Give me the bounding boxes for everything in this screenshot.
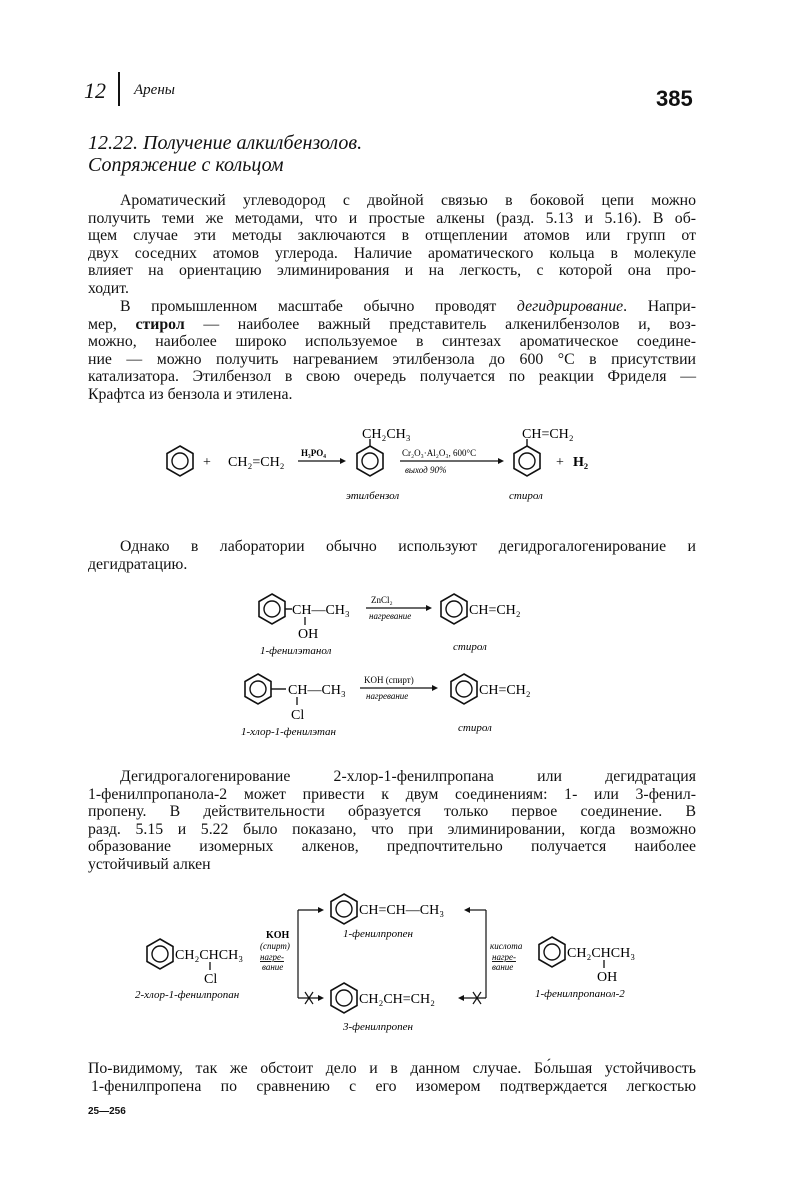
label-2-chloro-1-phenylpropane: 2-хлор-1-фенилпропан bbox=[135, 989, 240, 1001]
condition-heating-part-2: вание bbox=[492, 962, 514, 972]
chloropropyl-chain: CH₂CHCH₃ bbox=[175, 948, 244, 963]
hydroxypropyl-chain: CH₂CHCH₃ bbox=[567, 946, 636, 961]
scheme-phenylpropene-elimination bbox=[0, 880, 795, 1040]
reaction-arrow-icon bbox=[298, 458, 346, 464]
text-line bbox=[88, 298, 696, 316]
label-ethylbenzene: этилбензол bbox=[346, 490, 400, 502]
plus-sign: + bbox=[203, 455, 211, 470]
plus-sign: + bbox=[556, 455, 564, 470]
text-line: щем случае эти методы заключаются в отщеплении атомов или групп от bbox=[88, 227, 696, 245]
header-divider bbox=[118, 72, 120, 106]
ethylene-formula: CH₂=CH₂ bbox=[228, 455, 285, 470]
label-3-phenylpropene: 3-фенилпропен bbox=[343, 1021, 413, 1033]
benzene-ring-icon bbox=[259, 594, 292, 624]
benzene-ring-icon bbox=[331, 894, 357, 924]
text-line: 1-фенилпропанола-2 может привести к двум соединениям: 1- или 3-фенил- bbox=[88, 785, 696, 803]
text-line: образование изомерных алкенов, предпочтительно получается наиболее bbox=[88, 838, 696, 856]
text-line: получить теми же методами, что и простые алкены (разд. 5.13 и 5.16). В об- bbox=[88, 209, 696, 227]
text-line: Крафтса из бензола и этилена. bbox=[88, 385, 293, 403]
label-styrene: стирол bbox=[509, 490, 543, 502]
condition-heating-part-1: нагре- bbox=[260, 952, 284, 962]
hydrogen-formula: H₂ bbox=[573, 455, 589, 470]
paragraph-4 bbox=[88, 768, 696, 874]
term-dehydrogenation: дегидрирование bbox=[516, 298, 624, 315]
benzene-ring-icon bbox=[147, 939, 173, 969]
benzene-ring-icon bbox=[451, 674, 477, 704]
text-line: можно, наиболее широко используемое в синтезах ароматическое соедине- bbox=[88, 333, 696, 351]
reagent-koh-alcohol: KOH (спирт) bbox=[364, 675, 414, 685]
text-line: дегидратацию. bbox=[88, 555, 188, 573]
label-1-phenylpropanol-2: 1-фенилпропанол-2 bbox=[535, 988, 625, 1000]
text-run: мер, bbox=[88, 315, 136, 333]
chloroethyl-chain: CH—CH₃ bbox=[288, 683, 346, 698]
section-heading-line-1: 12.22. Получение алкилбензолов. bbox=[88, 132, 363, 154]
text-line: разд. 5.15 и 5.22 было показано, что при элиминировании, когда возможно bbox=[88, 820, 696, 838]
yield-label: выход 90% bbox=[405, 465, 447, 475]
vinyl-group-formula: CH=CH₂ bbox=[522, 427, 574, 442]
reagent-acid: кислота bbox=[490, 941, 523, 951]
condition-heating: нагревание bbox=[369, 611, 412, 621]
text-line: По-видимому, так же обстоит дело и в данном случае. Бо́льшая устойчивость bbox=[88, 1060, 696, 1077]
text-run: — наиболее важный представитель алкенилбензолов и, воз- bbox=[184, 315, 696, 333]
chapter-number: 12 bbox=[84, 78, 106, 103]
styrene-chain: CH=CH₂ bbox=[469, 603, 521, 618]
hydroxyl-group: OH bbox=[597, 970, 618, 985]
chloro-group: Cl bbox=[204, 972, 218, 987]
term-styrene: стирол bbox=[135, 315, 185, 333]
condition-heating-part-2: вание bbox=[262, 962, 284, 972]
text-line: Ароматический углеводород с двойной связью в боковой цепи можно bbox=[120, 192, 696, 209]
text-run: . Напри- bbox=[623, 298, 696, 315]
benzene-ring-icon bbox=[514, 439, 540, 476]
ethyl-group-formula: CH₂CH₃ bbox=[362, 427, 411, 442]
hydroxyl-group: OH bbox=[298, 627, 319, 642]
catalyst-phosphoric-acid: H₃PO₄ bbox=[301, 448, 326, 458]
text-line: влияет на ориентацию элиминирования и на легкость, с которой она про- bbox=[88, 262, 696, 280]
propenyl-chain: CH=CH—CH₃ bbox=[359, 903, 445, 918]
paragraph-3 bbox=[88, 538, 696, 573]
reagent-koh: KOH bbox=[266, 930, 290, 941]
reagent-zinc-chloride: ZnCl₂ bbox=[371, 595, 393, 605]
paragraph-2 bbox=[88, 298, 696, 404]
reaction-arrow-icon bbox=[400, 458, 504, 464]
text-line: пропену. В действительности образуется только первое соединение. В bbox=[88, 803, 696, 821]
benzene-ring-icon bbox=[441, 594, 467, 624]
condition-heating-part-1: нагре- bbox=[492, 952, 516, 962]
scheme-ethylbenzene-styrene bbox=[0, 420, 795, 510]
page-number: 385 bbox=[656, 86, 693, 111]
label-1-phenylpropene: 1-фенилпропен bbox=[343, 928, 413, 940]
signature-mark: 25—256 bbox=[88, 1106, 126, 1117]
allyl-chain: CH₂CH=CH₂ bbox=[359, 992, 436, 1007]
text-line bbox=[88, 316, 696, 334]
benzene-ring-icon bbox=[357, 439, 383, 476]
text-line: ходит. bbox=[88, 279, 129, 297]
text-line: устойчивый алкен bbox=[88, 855, 211, 873]
styrene-chain: CH=CH₂ bbox=[479, 683, 531, 698]
text-line: ние — можно получить нагреванием этилбензола до 600 °C в присутствии bbox=[88, 350, 696, 368]
section-heading bbox=[88, 132, 362, 176]
branch-arrows-left bbox=[298, 907, 324, 1004]
section-heading-line-2: Сопряжение с кольцом bbox=[88, 154, 284, 176]
text-line: Дегидрогалогенирование 2-хлор-1-фенилпропана или дегидратация bbox=[120, 768, 696, 785]
reagent-alcohol: (спирт) bbox=[260, 941, 290, 951]
text-line: двух соседних атомов углерода. Наличие ароматического кольца в молекуле bbox=[88, 244, 696, 262]
catalyst-chromium-alumina: Cr₂O₃·Al₂O₃, 600°C bbox=[402, 448, 477, 458]
label-1-phenylethanol: 1-фенилэтанол bbox=[260, 645, 332, 657]
text-run: В промышленном масштабе обычно проводят bbox=[120, 298, 517, 315]
benzene-ring-icon bbox=[539, 937, 565, 967]
text-line: 1-фенилпропена по сравнению с его изомером подтверждается легкостью bbox=[91, 1077, 696, 1095]
chloro-group: Cl bbox=[291, 708, 305, 723]
label-styrene: стирол bbox=[458, 722, 492, 734]
paragraph-5 bbox=[88, 1060, 696, 1095]
chapter-title: Арены bbox=[134, 82, 175, 98]
condition-heating: нагревание bbox=[366, 691, 409, 701]
benzene-ring-icon bbox=[167, 446, 193, 476]
benzene-ring-icon bbox=[245, 674, 286, 704]
phenylethanol-chain: CH—CH₃ bbox=[292, 603, 350, 618]
label-1-chloro-1-phenylethane: 1-хлор-1-фенилэтан bbox=[241, 726, 336, 738]
benzene-ring-icon bbox=[331, 983, 357, 1013]
paragraph-1 bbox=[88, 192, 696, 298]
label-styrene: стирол bbox=[453, 641, 487, 653]
branch-arrows-right bbox=[458, 907, 486, 1004]
text-line: Однако в лаборатории обычно используют дегидрогалогенирование и bbox=[120, 538, 696, 555]
scheme-styrene-lab-methods bbox=[0, 582, 795, 752]
text-line: катализатора. Этилбензол в свою очередь получается по реакции Фриделя — bbox=[88, 368, 696, 386]
